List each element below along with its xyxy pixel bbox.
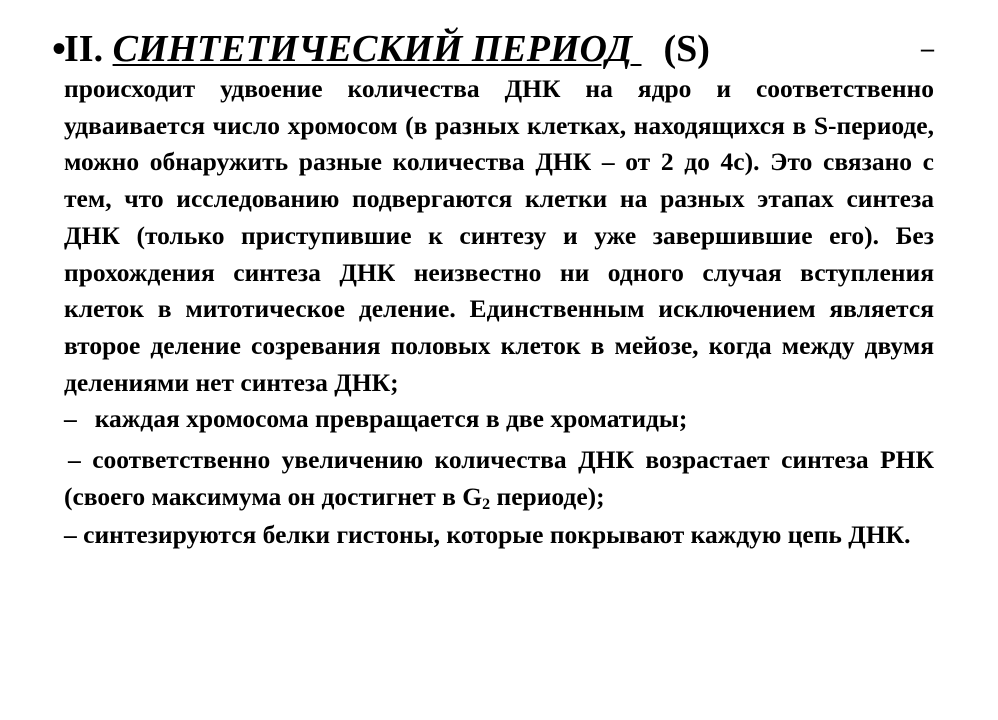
heading-number: II. bbox=[64, 28, 104, 70]
dash-icon: – bbox=[64, 520, 77, 550]
main-text: происходит удвоение количества ДНК на ядро и соответственно удваивается число хромосом (в разных клетках, находящихся в S-периоде, можно обнаружить разные количества ДНК – от 2 до 4с). Это связано с тем, что исследованию подвергаются клетки на разных этапах синтеза ДНК (только приступившие к синтезу и уже завершившие его). Без прохождения синтеза ДНК неизвестно ни одного случая вступления клеток в митотическое деление. Единственным исключением является второе деление созревания половых клеток в мейозе, когда между двумя делениями нет синтеза ДНК; bbox=[64, 74, 934, 397]
dash-icon: – bbox=[64, 404, 77, 434]
slide-content bbox=[52, 26, 934, 554]
list-item-text: соответственно увеличению количества ДНК возрастает синтеза РНК (своего максимума он достигнет в G bbox=[64, 445, 934, 511]
list-item-histones bbox=[64, 517, 934, 554]
heading-code: (S) bbox=[663, 28, 710, 70]
list-item-text: синтезируются белки гистоны, которые покрывают каждую цепь ДНК. bbox=[83, 520, 911, 550]
heading-dash: – bbox=[921, 34, 934, 63]
main-paragraph bbox=[52, 26, 934, 401]
heading-title: СИНТЕТИЧЕСКИЙ ПЕРИОД bbox=[112, 28, 642, 70]
heading-line bbox=[52, 27, 934, 71]
dash-icon: – bbox=[68, 445, 81, 475]
list-item-rna bbox=[64, 442, 934, 515]
subscript: 2 bbox=[482, 495, 491, 513]
list-item-text: каждая хромосома превращается в две хроматиды; bbox=[94, 404, 688, 434]
bullet-icon: • bbox=[52, 26, 67, 71]
list-item-text-end: периоде); bbox=[490, 481, 605, 511]
list-item-chromatids bbox=[64, 401, 934, 438]
